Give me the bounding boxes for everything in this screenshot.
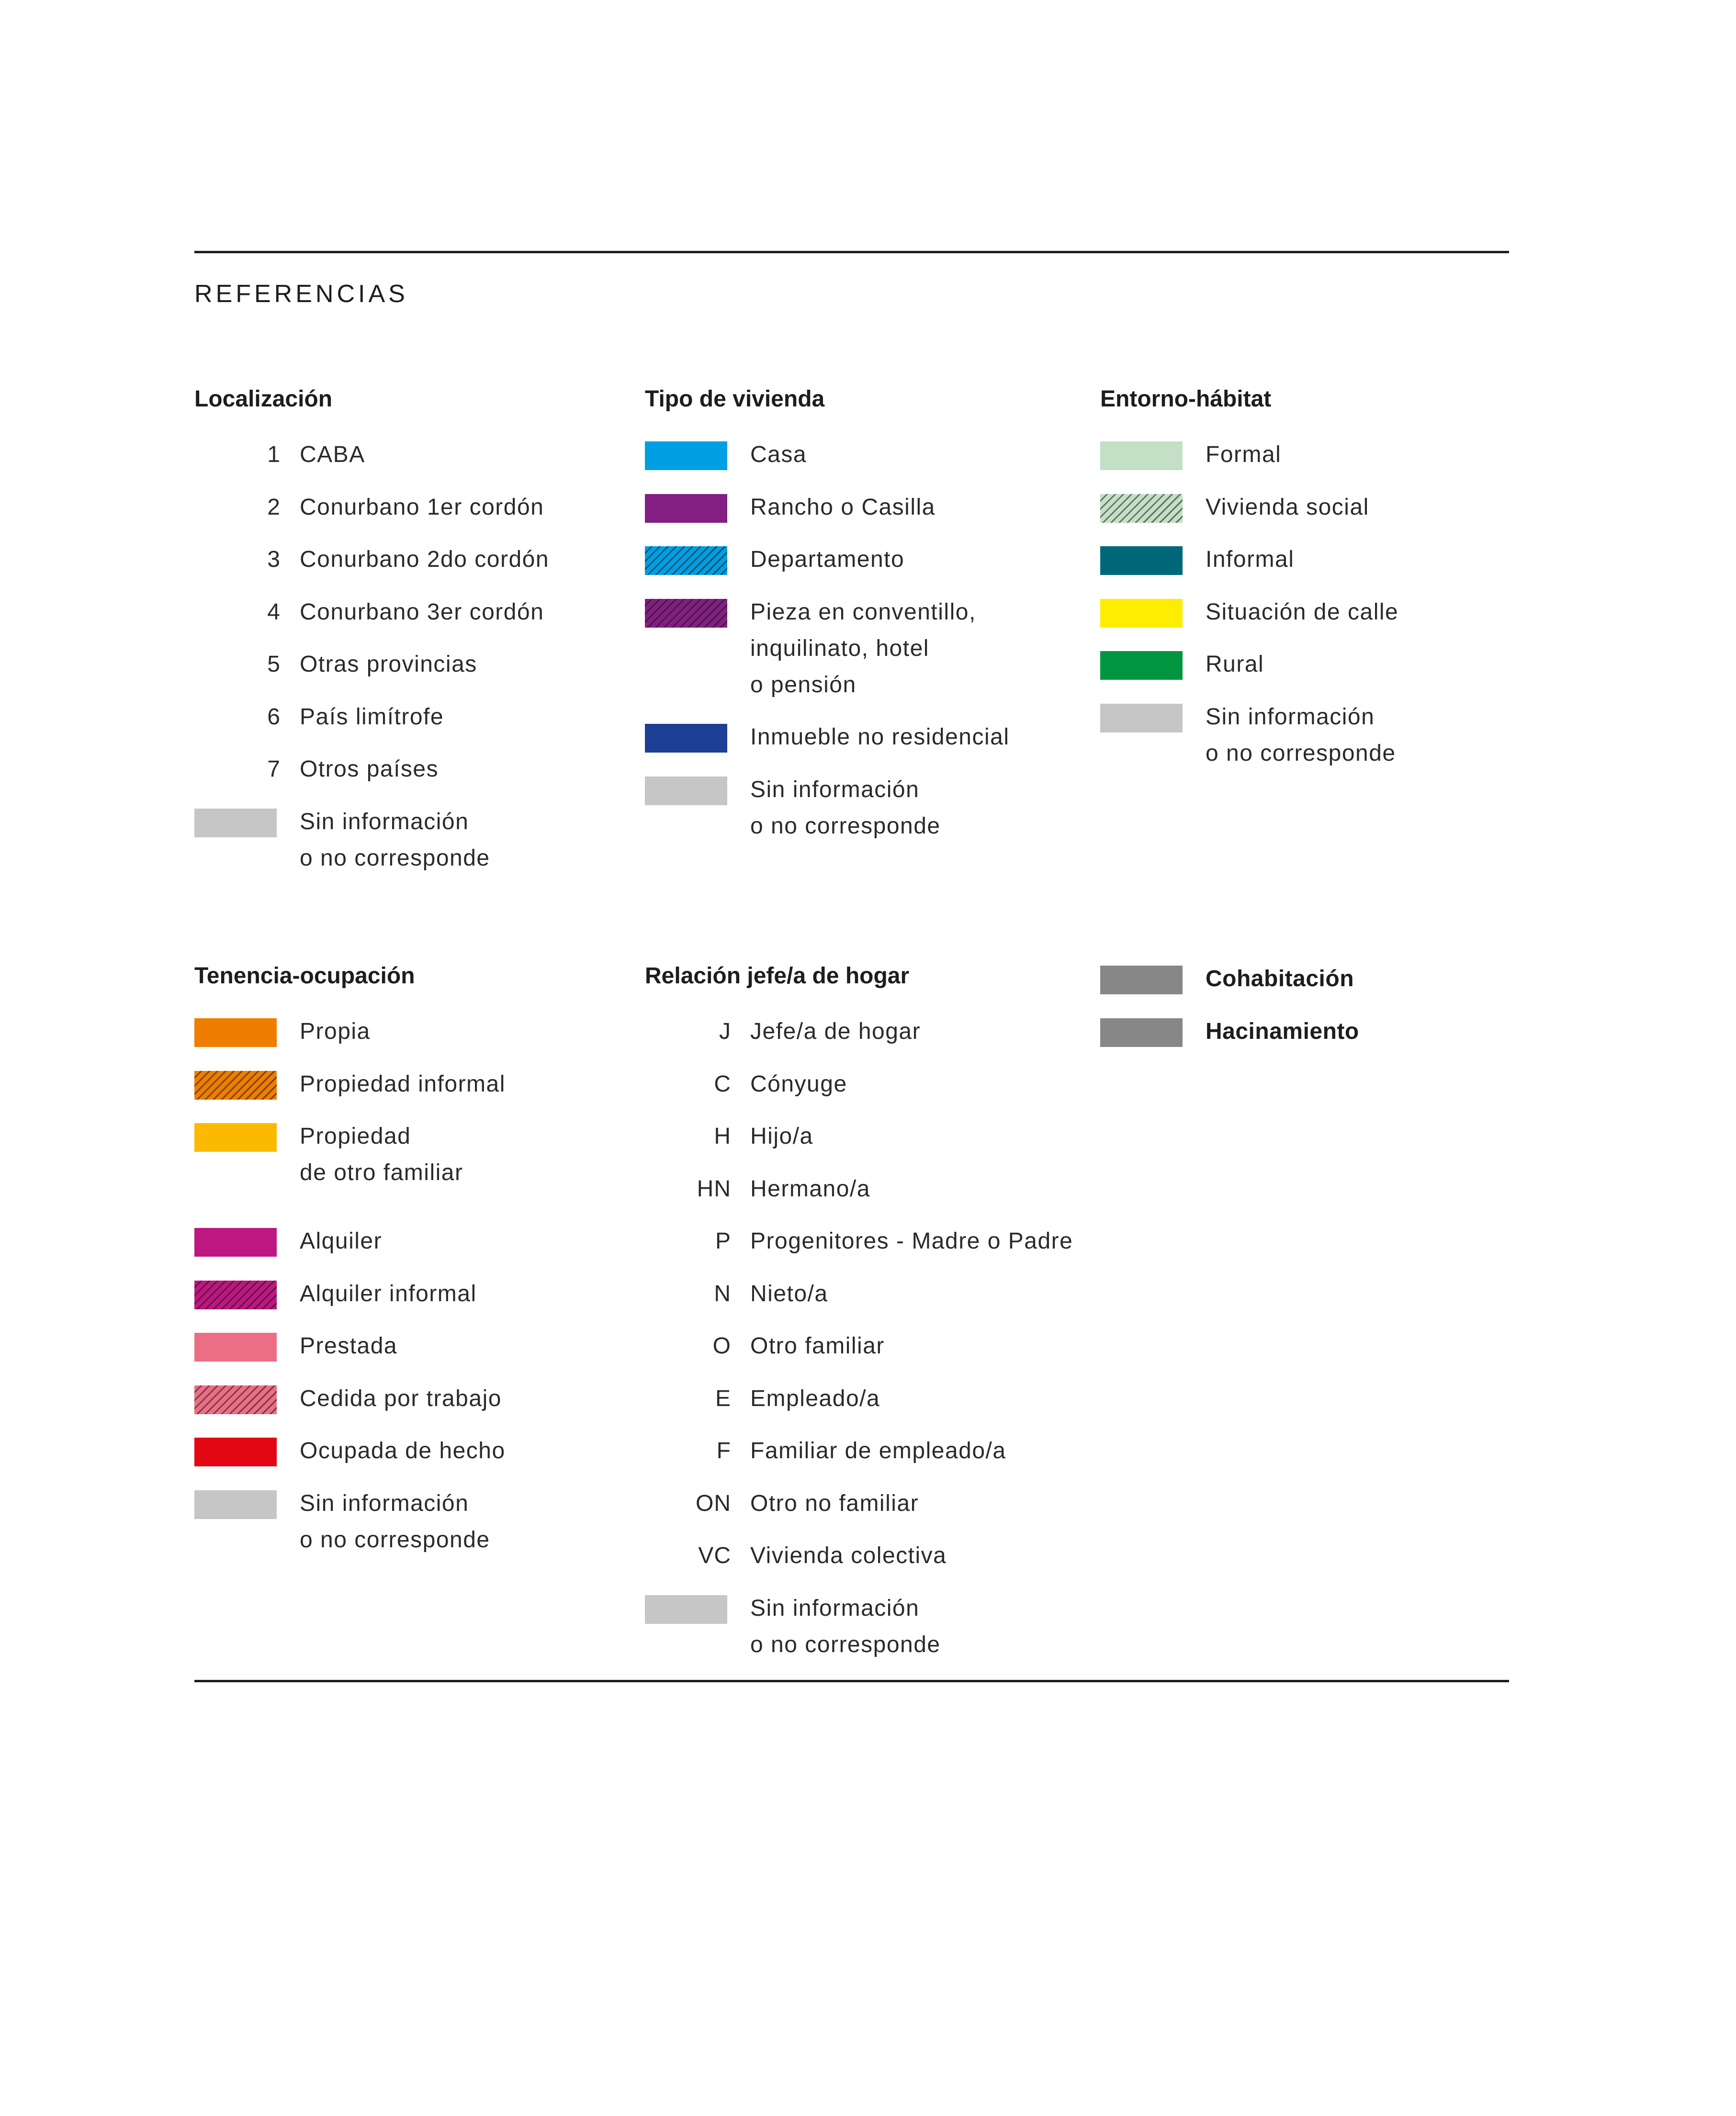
color-swatch <box>645 777 727 805</box>
legend-label: Propiedad informal <box>300 1071 506 1097</box>
group-title-tipo-vivienda: Tipo de vivienda <box>645 386 825 412</box>
legend-code: 5 <box>267 652 281 677</box>
page-title: REFERENCIAS <box>194 280 408 308</box>
legend-label: Cohabitación <box>1206 966 1354 991</box>
legend-label: Ocupada de hecho <box>300 1438 506 1463</box>
legend-code: 3 <box>267 547 281 572</box>
legend-label: Familiar de empleado/a <box>750 1438 1006 1463</box>
color-swatch <box>1100 599 1183 628</box>
legend-label: Conurbano 2do cordón <box>300 547 550 572</box>
legend-code: 4 <box>267 599 281 625</box>
legend-label: Rural <box>1206 652 1264 677</box>
legend-label: Alquiler informal <box>300 1281 477 1306</box>
legend-code: 2 <box>267 495 281 520</box>
legend-label: Sin información o no corresponde <box>750 777 941 839</box>
legend-label: Hermano/a <box>750 1176 870 1202</box>
hatched-color-swatch <box>645 599 727 628</box>
legend-label: Jefe/a de hogar <box>750 1019 921 1044</box>
legend-label: Otros países <box>300 756 439 782</box>
hatched-color-swatch <box>194 1385 277 1414</box>
legend-code: 1 <box>267 442 281 467</box>
legend-label: Cónyuge <box>750 1071 847 1097</box>
group-title-tenencia-ocupacion: Tenencia-ocupación <box>194 963 415 989</box>
legend-label: Sin información o no corresponde <box>750 1596 941 1657</box>
color-swatch <box>194 1438 277 1466</box>
legend-code: VC <box>698 1543 731 1568</box>
legend-code: HN <box>697 1176 731 1202</box>
hatched-color-swatch <box>645 546 727 575</box>
legend-code: F <box>716 1438 731 1463</box>
legend-label: Alquiler <box>300 1228 383 1254</box>
legend-label: Progenitores - Madre o Padre <box>750 1228 1073 1254</box>
legend-label: Nieto/a <box>750 1281 828 1306</box>
legend-label: Propia <box>300 1019 371 1044</box>
color-swatch <box>645 724 727 753</box>
color-swatch <box>1100 546 1183 575</box>
color-swatch <box>645 441 727 470</box>
legend-label: Hacinamiento <box>1206 1019 1359 1044</box>
legend-label: Cedida por trabajo <box>300 1386 502 1411</box>
legend-label: Empleado/a <box>750 1386 880 1411</box>
legend-code: J <box>719 1019 731 1044</box>
legend-label: Propiedad de otro familiar <box>300 1124 463 1185</box>
group-tenencia-ocupacion <box>194 961 625 1583</box>
group-tipo-vivienda <box>645 384 1076 853</box>
color-swatch <box>1100 651 1183 680</box>
legend-label: Conurbano 1er cordón <box>300 495 544 520</box>
hatched-color-swatch <box>194 1281 277 1309</box>
legend-code: O <box>712 1333 731 1359</box>
legend-label: País limítrofe <box>300 704 444 730</box>
legend-code: N <box>714 1281 731 1306</box>
group-entorno-habitat <box>1100 384 1531 781</box>
legend-code: 6 <box>267 704 281 730</box>
bottom-divider <box>194 1680 1509 1682</box>
color-swatch <box>645 1595 727 1624</box>
legend-label: Conurbano 3er cordón <box>300 599 544 625</box>
legend-code: H <box>714 1124 731 1149</box>
legend-label: Otro familiar <box>750 1333 885 1359</box>
group-title-entorno-habitat: Entorno-hábitat <box>1100 386 1272 412</box>
group-title-relacion-jefe: Relación jefe/a de hogar <box>645 963 910 989</box>
legend-label: Sin información o no corresponde <box>1206 704 1396 766</box>
color-swatch <box>194 1228 277 1257</box>
group-convivencia <box>1100 961 1531 1104</box>
legend-label: Prestada <box>300 1333 398 1359</box>
legend-label: Formal <box>1206 442 1282 467</box>
legend-label: Otro no familiar <box>750 1491 919 1516</box>
legend-label: Rancho o Casilla <box>750 495 936 520</box>
legend-label: Vivienda colectiva <box>750 1543 947 1568</box>
color-swatch <box>1100 1018 1183 1047</box>
legend-label: Hijo/a <box>750 1124 813 1149</box>
color-swatch <box>645 494 727 523</box>
legend-label: Informal <box>1206 547 1295 572</box>
legend-label: CABA <box>300 442 365 467</box>
legend-label: Situación de calle <box>1206 599 1399 625</box>
legend-label: Sin información o no corresponde <box>300 809 490 871</box>
color-swatch <box>1100 704 1183 732</box>
legend-label: Vivienda social <box>1206 495 1369 520</box>
legend-code: P <box>715 1228 731 1254</box>
top-divider <box>194 251 1509 253</box>
color-swatch <box>194 1018 277 1047</box>
hatched-color-swatch <box>1100 494 1183 523</box>
legend-label: Inmueble no residencial <box>750 724 1010 750</box>
legend-label: Pieza en conventillo, inquilinato, hotel o pensión <box>750 599 976 698</box>
color-swatch <box>194 1123 277 1152</box>
legend-label: Casa <box>750 442 807 467</box>
color-swatch <box>194 1333 277 1362</box>
group-title-localizacion: Localización <box>194 386 333 412</box>
color-swatch <box>1100 966 1183 994</box>
legend-code: ON <box>696 1491 731 1516</box>
color-swatch <box>1100 441 1183 470</box>
color-swatch <box>194 1490 277 1519</box>
legend-code: C <box>714 1071 731 1097</box>
legend-label: Departamento <box>750 547 905 572</box>
hatched-color-swatch <box>194 1071 277 1100</box>
group-localizacion <box>194 384 625 887</box>
legend-label: Sin información o no corresponde <box>300 1491 490 1553</box>
legend-label: Otras provincias <box>300 652 477 677</box>
group-relacion-jefe <box>645 961 1076 1669</box>
legend-code: E <box>715 1386 731 1411</box>
color-swatch <box>194 809 277 837</box>
legend-code: 7 <box>267 756 281 782</box>
